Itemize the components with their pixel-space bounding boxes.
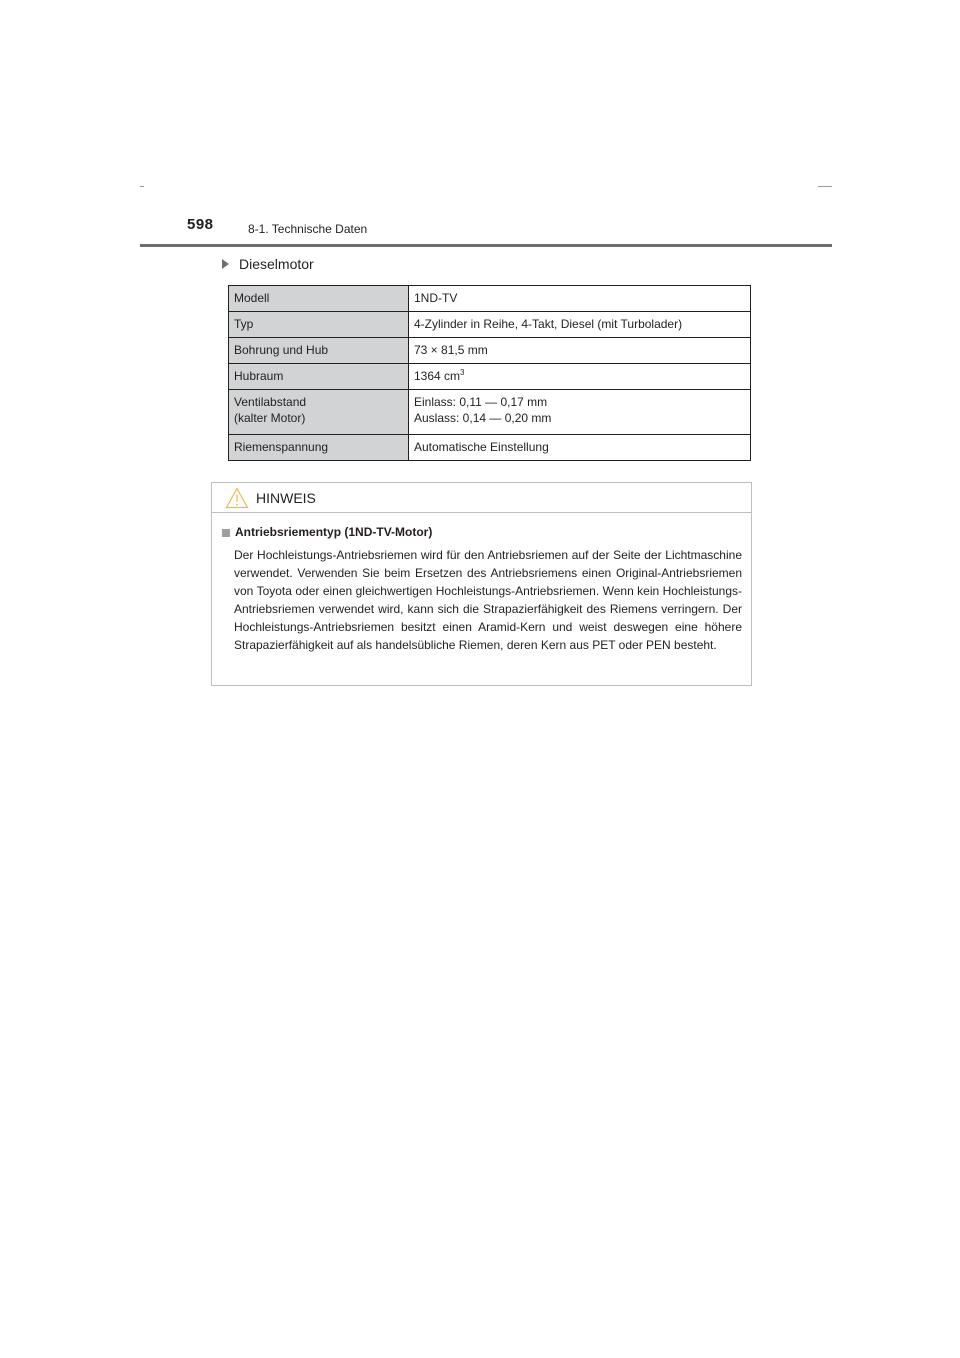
table-label: Typ (229, 312, 409, 338)
subheading (222, 256, 314, 272)
warning-triangle-icon (225, 487, 249, 509)
square-bullet-icon (222, 529, 230, 537)
crop-mark-right (818, 186, 832, 187)
table-value (409, 390, 751, 435)
page-number: 598 (187, 216, 214, 233)
crop-mark-left (140, 186, 144, 187)
table-value: Automatische Einstellung (409, 435, 751, 461)
table-row (229, 338, 751, 364)
table-label: Modell (229, 286, 409, 312)
table-row (229, 435, 751, 461)
superscript: 3 (460, 368, 465, 377)
spec-table (228, 285, 751, 461)
table-label: Riemenspannung (229, 435, 409, 461)
table-row (229, 286, 751, 312)
header-rule (140, 244, 832, 247)
table-value-line: Einlass: 0,11 — 0,17 mm (414, 395, 548, 409)
table-label: Bohrung und Hub (229, 338, 409, 364)
table-row (229, 390, 751, 435)
table-label-line: Ventilabstand (234, 395, 307, 409)
table-label-line: (kalter Motor) (234, 411, 306, 425)
table-value (409, 364, 751, 390)
table-label: Hubraum (229, 364, 409, 390)
table-value: 73 × 81,5 mm (409, 338, 751, 364)
notice-subtitle (222, 525, 742, 539)
section-title: 8-1. Technische Daten (248, 222, 368, 236)
subheading-text: Dieselmotor (239, 256, 314, 272)
table-value: 1ND-TV (409, 286, 751, 312)
table-value-line: Auslass: 0,14 — 0,20 mm (414, 411, 552, 425)
notice-title: HINWEIS (256, 489, 316, 506)
notice-subtitle-text: Antriebsriementyp (1ND-TV-Motor) (235, 525, 433, 539)
table-label (229, 390, 409, 435)
table-value-text: 1364 cm (414, 369, 461, 383)
table-row (229, 364, 751, 390)
notice-box (211, 482, 752, 686)
notice-body (212, 513, 751, 654)
notice-header (212, 483, 751, 513)
triangle-right-icon (222, 259, 229, 269)
notice-text: Der Hochleistungs-Antriebsriemen wird für den Antriebsriemen auf der Seite der Lichtmaschine verwendet. Verwenden Sie beim Ersetzen des Antriebsriemens einen Original-Antriebsriemen von Toyota oder einen gleichwertigen Hochleistungs-Antriebsriemen. Wenn kein Hochleistungs-Antriebsriemen verwendet wird, kann sich die Strapazierfähigkeit des Riemens verringern. Der Hochleistungs-Antriebsriemen besitzt einen Aramid-Kern und weist deswegen eine höhere Strapazierfähigkeit auf als handelsübliche Riemen, deren Kern aus PET oder PEN besteht. (234, 548, 742, 652)
table-value: 4-Zylinder in Reihe, 4-Takt, Diesel (mit Turbolader) (409, 312, 751, 338)
table-row (229, 312, 751, 338)
